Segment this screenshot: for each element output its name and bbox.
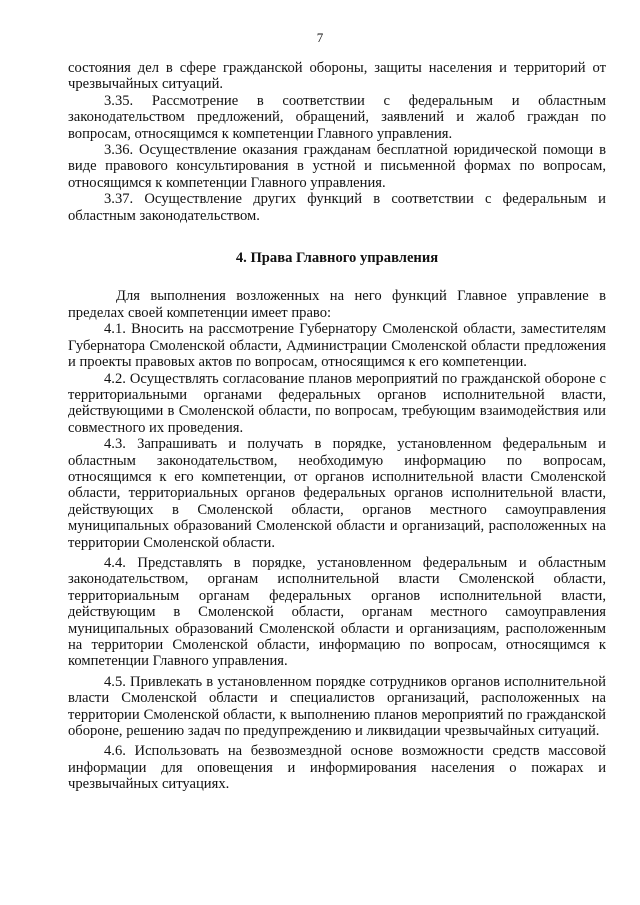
paragraph-4-2: 4.2. Осуществлять согласование планов мероприятий по гражданской обороне с территориальными органами федеральных органов исполнительной власти, действующими в Смоленской области, по вопросам, требующим взаимодействия или совместного их проведения.	[68, 370, 606, 436]
document-body	[68, 60, 606, 793]
paragraph-4-4: 4.4. Представлять в порядке, установленном федеральным и областным законодательством, органам исполнительной власти Смоленской области, территориальным органам федеральных органов исполнительной власти, действующим в Смоленской области, органам местного самоуправления муниципальных образований Смоленской области и организациям, расположенным на территории Смоленской области, информацию по вопросам, относящимся к компетенции Главного управления.	[68, 554, 606, 670]
page-number: 7	[316, 30, 324, 45]
paragraph-continuation: состояния дел в сфере гражданской обороны, защиты населения и территорий от чрезвычайных ситуаций.	[68, 60, 606, 93]
section-intro: Для выполнения возложенных на него функций Главное управление в пределах своей компетенции имеет право:	[68, 288, 606, 321]
paragraph-4-6: 4.6. Использовать на безвозмездной основе возможности средств массовой информации для оповещения и информирования населения о пожарах и чрезвычайных ситуациях.	[68, 743, 606, 793]
paragraph-4-5: 4.5. Привлекать в установленном порядке сотрудников органов исполнительной власти Смоленской области и специалистов организаций, расположенных на территории Смоленской области, к выполнению планов мероприятий по гражданской обороне, решению задач по предупреждению и ликвидации чрезвычайных ситуаций.	[68, 673, 606, 740]
paragraph-3-37: 3.37. Осуществление других функций в соответствии с федеральным и областным законодательством.	[68, 191, 606, 224]
paragraph-4-3: 4.3. Запрашивать и получать в порядке, установленном федеральным и областным законодательством, необходимую информацию по вопросам, относящимся к его компетенции, от органов исполнительной власти Смоленской области, территориальных органов федеральных органов исполнительной власти, действующих в Смоленской области, органов местного самоуправления муниципальных образований Смоленской области и организаций, расположенных на территории Смоленской области.	[68, 436, 606, 551]
paragraph-3-35: 3.35. Рассмотрение в соответствии с федеральным и областным законодательством предложений, обращений, заявлений и жалоб граждан по вопросам, относящимся к компетенции Главного управления.	[68, 92, 606, 142]
paragraph-3-36: 3.36. Осуществление оказания гражданам бесплатной юридической помощи в виде правового консультирования в устной и письменной формах по вопросам, относящимся к компетенции Главного управления.	[68, 142, 606, 191]
paragraph-4-1: 4.1. Вносить на рассмотрение Губернатору Смоленской области, заместителям Губернатора Смоленской области, Администрации Смоленской области предложения и проекты правовых актов по вопросам, относящимся к его компетенции.	[68, 321, 606, 371]
section-heading: 4. Права Главного управления	[235, 250, 439, 267]
